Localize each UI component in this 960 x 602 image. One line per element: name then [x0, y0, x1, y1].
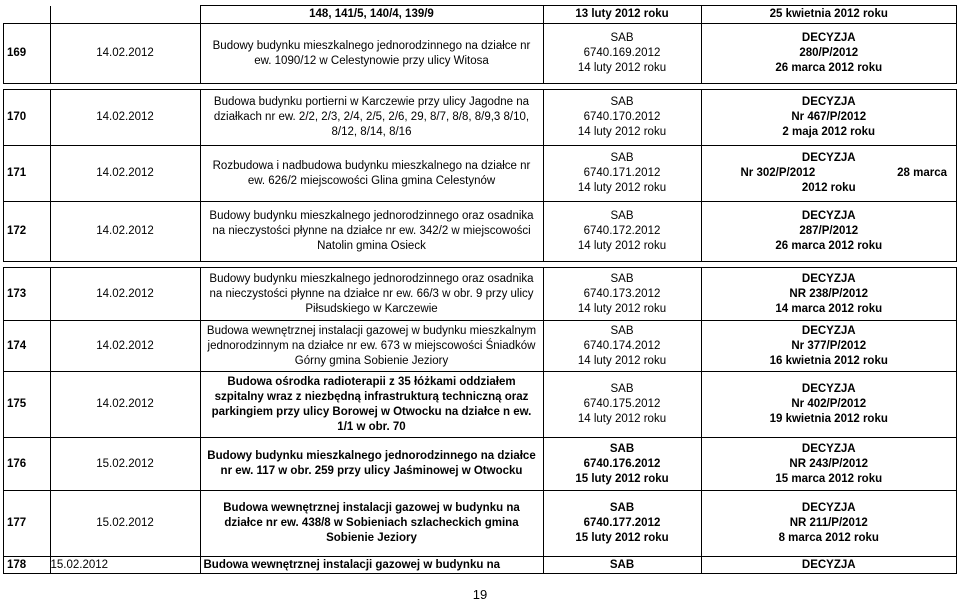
case-number-cell: [543, 146, 701, 202]
decision-number: Nr 467/P/2012: [791, 111, 867, 123]
decision-cell: [701, 202, 957, 262]
row-number-cell: 173: [4, 268, 51, 321]
table-row: [4, 146, 957, 202]
case-number-cell: [543, 491, 701, 557]
case-number-cell: [543, 202, 701, 262]
row-number-cell: 175: [4, 372, 51, 438]
decision-date: 15 marca 2012 roku: [775, 472, 883, 485]
date-cell: 14.02.2012: [50, 24, 200, 84]
table-row: [4, 202, 957, 262]
date-cell: 14.02.2012: [50, 372, 200, 438]
decision-cell: DECYZJA: [701, 557, 957, 574]
date-cell: 15.02.2012: [50, 491, 200, 557]
case-type: SAB: [609, 502, 635, 514]
decision-number: NR 211/P/2012: [789, 517, 868, 529]
case-type: SAB: [610, 210, 634, 222]
decision-date-part: 28 marca: [897, 167, 947, 179]
decision-cell: [701, 321, 957, 372]
description-cell: Budowy budynku mieszkalnego jednorodzinnego oraz osadnika na nieczystości płynne na działce nr ew. 342/2 w miejscowości Natolin gmina Osieck: [200, 202, 543, 262]
date-cell: [50, 6, 200, 24]
decision-number: NR 238/P/2012: [789, 287, 869, 300]
decision-number: 280/P/2012: [799, 47, 859, 59]
case-number-cell: [543, 438, 701, 491]
row-number-cell: 176: [4, 438, 51, 491]
case-number: 6740.169.2012: [583, 47, 661, 59]
row-number-cell: 170: [4, 90, 51, 146]
table-row: [4, 372, 957, 438]
case-number: 6740.177.2012: [583, 517, 661, 529]
date-cell: 14.02.2012: [50, 268, 200, 321]
case-number: 6740.172.2012: [583, 225, 661, 237]
table-row: [4, 491, 957, 557]
case-number-cell: 13 luty 2012 roku: [543, 6, 701, 24]
decision-date: 16 kwietnia 2012 roku: [769, 354, 888, 367]
decision-cell: [701, 438, 957, 491]
description-cell: Budowa wewnętrznej instalacji gazowej w budynku na działce nr ew. 438/8 w Sobieniach szlacheckich gmina Sobienie Jeziory: [200, 491, 543, 557]
case-number-cell: [543, 321, 701, 372]
decision-label: DECYZJA: [801, 383, 856, 395]
description-cell: Budowa wewnętrznej instalacji gazowej w budynku na: [200, 557, 543, 574]
decision-date: 14 marca 2012 roku: [775, 302, 883, 315]
case-number-cell: [543, 268, 701, 321]
description-cell: Budowy budynku mieszkalnego jednorodzinnego oraz osadnika na nieczystości płynne na działce nr ew. 66/3 w obr. 9 przy ulicy Piłsudskiego w Karczewie: [200, 268, 543, 321]
decision-date: 26 marca 2012 roku: [775, 240, 883, 252]
decision-number: Nr 302/P/2012: [740, 167, 816, 179]
table-row: [4, 90, 957, 146]
date-cell: 14.02.2012: [50, 202, 200, 262]
decision-label: DECYZJA: [801, 96, 856, 108]
decision-label: DECYZJA: [801, 152, 856, 164]
date-cell: 14.02.2012: [50, 146, 200, 202]
table-row-bottom: [4, 557, 957, 574]
case-number: 6740.173.2012: [583, 287, 661, 300]
decision-date: 19 kwietnia 2012 roku: [769, 413, 888, 425]
description-cell: Budowa ośrodka radioterapii z 35 łóżkami oddziałem szpitalny wraz z niezbędną infrastrukturą techniczną oraz parkingiem przy ulicy Borowej w Otwocku na działce n ew. 1/1 w obr. 70: [200, 372, 543, 438]
row-number-cell: [4, 6, 51, 24]
case-number-cell: SAB: [543, 557, 701, 574]
date-cell: 14.02.2012: [50, 321, 200, 372]
case-date: 15 luty 2012 roku: [575, 472, 669, 485]
case-date: 14 luty 2012 roku: [577, 302, 667, 315]
decision-cell: [701, 372, 957, 438]
case-type: SAB: [610, 96, 634, 108]
decision-cell: 25 kwietnia 2012 roku: [701, 6, 957, 24]
decision-label: DECYZJA: [801, 324, 856, 337]
decision-number: 287/P/2012: [799, 225, 859, 237]
decision-cell: [701, 491, 957, 557]
decision-cell: [701, 90, 957, 146]
row-number-cell: 177: [4, 491, 51, 557]
case-number: 6740.175.2012: [583, 398, 661, 410]
decision-number: Nr 402/P/2012: [791, 398, 867, 410]
register-table: [3, 5, 957, 574]
date-cell: 14.02.2012: [50, 90, 200, 146]
decision-label: DECYZJA: [801, 210, 856, 222]
case-number: 6740.176.2012: [583, 457, 661, 470]
decision-year: 2012 roku: [801, 182, 856, 194]
case-date: 14 luty 2012 roku: [577, 413, 667, 425]
case-type: SAB: [610, 272, 634, 285]
decision-label: DECYZJA: [801, 32, 856, 44]
case-type: SAB: [610, 324, 634, 337]
case-date: 14 luty 2012 roku: [577, 354, 667, 367]
decision-label: DECYZJA: [801, 272, 856, 285]
description-cell: Budowy budynku mieszkalnego jednorodzinnego na działce nr ew. 117 w obr. 259 przy ulicy Jaśminowej w Otwocku: [200, 438, 543, 491]
description-cell: Budowa wewnętrznej instalacji gazowej w budynku mieszkalnym jednorodzinnym na działce nr ew. 673 w miejscowości Śniadków Górny gmina Sobienie Jeziory: [200, 321, 543, 372]
decision-cell: [701, 146, 957, 202]
decision-date: 8 marca 2012 roku: [778, 532, 879, 544]
case-number: 6740.174.2012: [583, 339, 661, 352]
case-type: SAB: [610, 383, 634, 395]
case-type: SAB: [609, 442, 635, 455]
case-date: 14 luty 2012 roku: [577, 240, 667, 252]
decision-label: DECYZJA: [801, 442, 856, 455]
case-number-cell: [543, 24, 701, 84]
case-date: 15 luty 2012 roku: [575, 532, 669, 544]
description-cell: Rozbudowa i nadbudowa budynku mieszkalnego na działce nr ew. 626/2 miejscowości Glina gmina Celestynów: [200, 146, 543, 202]
description-cell: 148, 141/5, 140/4, 139/9: [200, 6, 543, 24]
row-number-cell: 172: [4, 202, 51, 262]
decision-date: 2 maja 2012 roku: [782, 126, 876, 138]
description-cell: Budowy budynku mieszkalnego jednorodzinnego na działce nr ew. 1090/12 w Celestynowie przy ulicy Witosa: [200, 24, 543, 84]
table-row-top: [4, 6, 957, 24]
date-cell: 15.02.2012: [50, 557, 200, 574]
row-number-cell: 174: [4, 321, 51, 372]
row-number-cell: 178: [4, 557, 51, 574]
case-number-cell: [543, 372, 701, 438]
case-number-cell: [543, 90, 701, 146]
date-cell: 15.02.2012: [50, 438, 200, 491]
decision-cell: [701, 268, 957, 321]
table-row: [4, 321, 957, 372]
case-type: SAB: [610, 152, 634, 164]
decision-cell: [701, 24, 957, 84]
case-number: 6740.171.2012: [583, 167, 661, 179]
case-type: SAB: [610, 32, 634, 44]
decision-label: DECYZJA: [801, 502, 856, 514]
table-row: [4, 438, 957, 491]
table-row: [4, 268, 957, 321]
row-number-cell: 169: [4, 24, 51, 84]
case-date: 14 luty 2012 roku: [577, 62, 667, 74]
decision-number: NR 243/P/2012: [789, 457, 869, 470]
table-row: [4, 24, 957, 84]
page-number: 19: [472, 587, 488, 602]
description-cell: Budowa budynku portierni w Karczewie przy ulicy Jagodne na działkach nr ew. 2/2, 2/3, 2/4, 2/5, 2/6, 29, 8/7, 8/8, 8/9,3 8/10, 8/12, 8/14, 8/16: [200, 90, 543, 146]
row-number-cell: 171: [4, 146, 51, 202]
decision-number: Nr 377/P/2012: [791, 339, 867, 352]
decision-date: 26 marca 2012 roku: [775, 62, 883, 74]
case-number: 6740.170.2012: [583, 111, 661, 123]
case-date: 14 luty 2012 roku: [577, 126, 667, 138]
case-date: 14 luty 2012 roku: [577, 182, 667, 194]
